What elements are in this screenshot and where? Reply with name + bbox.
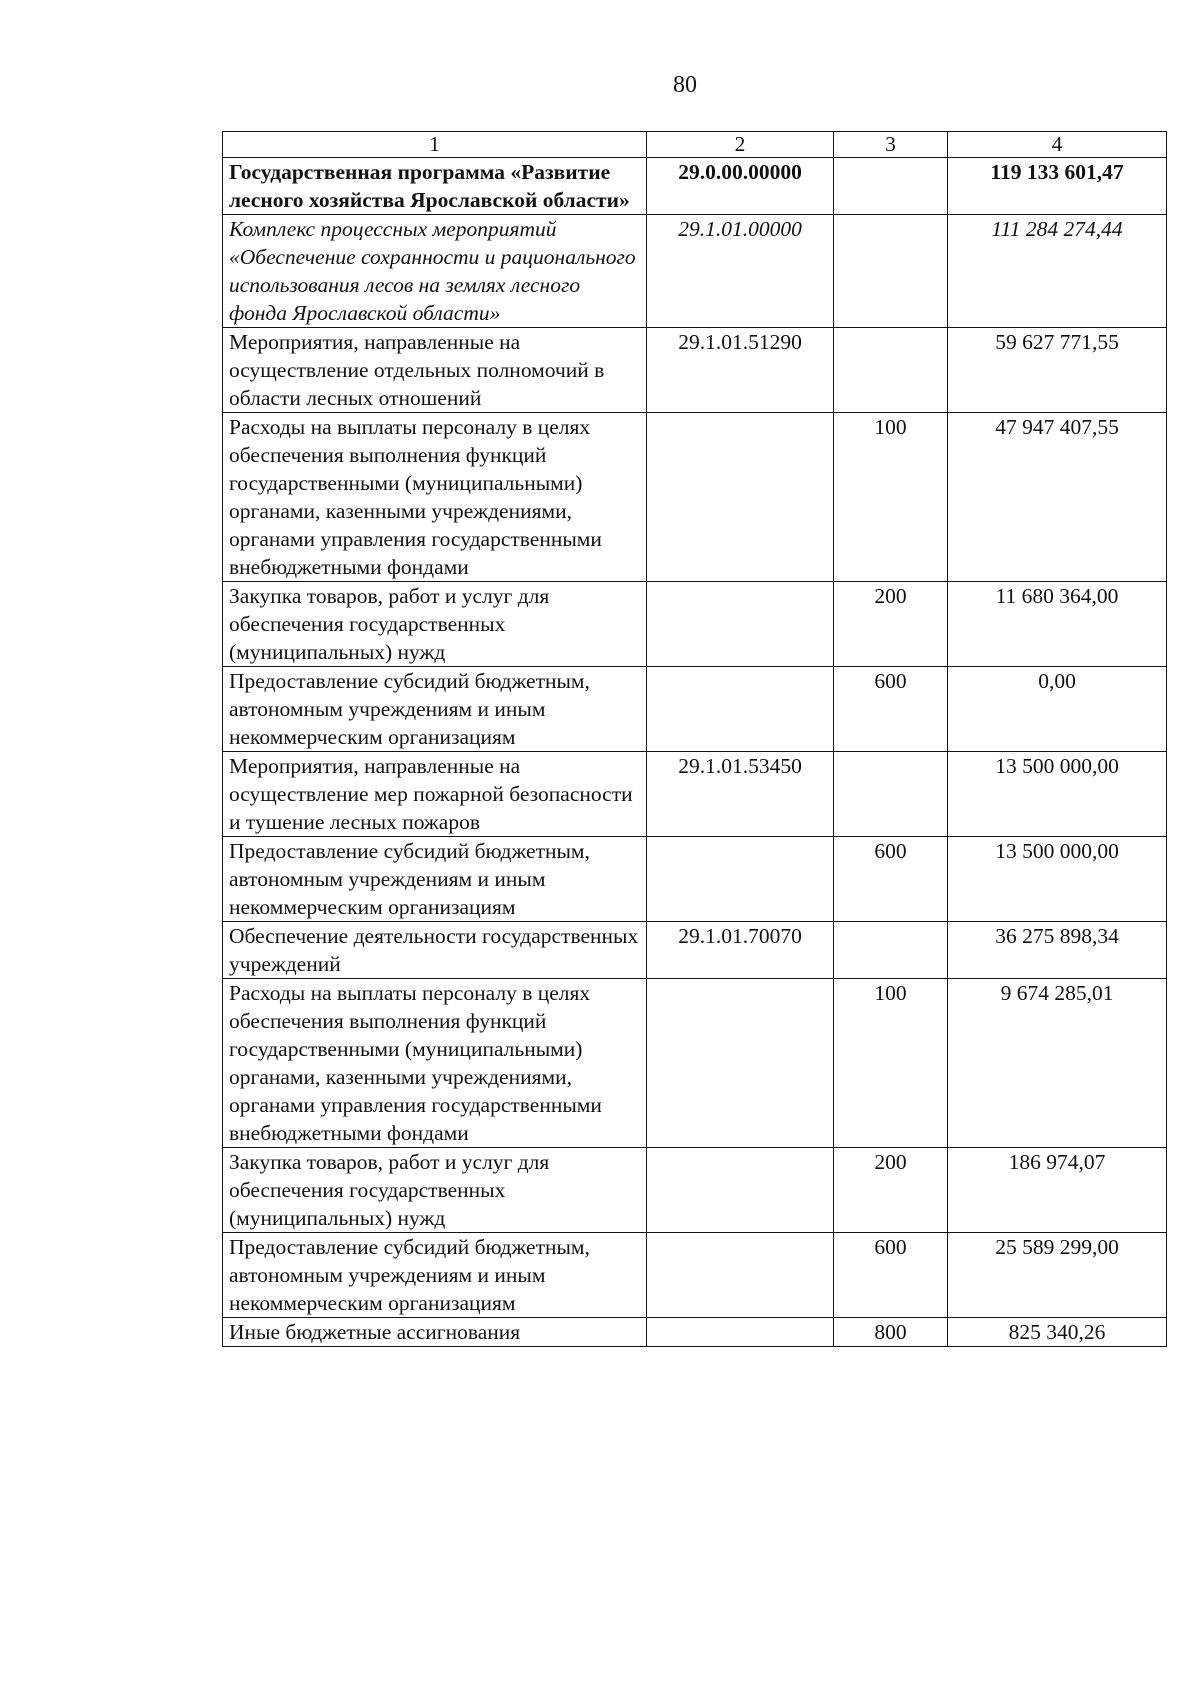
expense-kind-cell	[834, 328, 948, 413]
target-code-cell	[647, 413, 834, 582]
expense-name-cell: Закупка товаров, работ и услуг для обеспечения государственных (муниципальных) нужд	[223, 1148, 647, 1233]
amount-cell: 59 627 771,55	[948, 328, 1167, 413]
expense-name-cell: Комплекс процессных мероприятий «Обеспечение сохранности и рационального использования лесов на землях лесного фонда Ярославской области»	[223, 215, 647, 328]
expense-kind-cell: 100	[834, 413, 948, 582]
expense-name-cell: Закупка товаров, работ и услуг для обеспечения государственных (муниципальных) нужд	[223, 582, 647, 667]
expense-name-cell: Иные бюджетные ассигнования	[223, 1318, 647, 1347]
target-code-cell	[647, 837, 834, 922]
table-row	[223, 922, 1167, 979]
expense-kind-cell	[834, 922, 948, 979]
amount-cell: 13 500 000,00	[948, 752, 1167, 837]
amount-cell: 119 133 601,47	[948, 158, 1167, 215]
target-code-cell: 29.1.01.51290	[647, 328, 834, 413]
expense-name-cell: Предоставление субсидий бюджетным, автономным учреждениям и иным некоммерческим организациям	[223, 667, 647, 752]
table-row	[223, 215, 1167, 328]
expense-kind-cell: 600	[834, 1233, 948, 1318]
table-row	[223, 413, 1167, 582]
expense-name-cell: Предоставление субсидий бюджетным, автономным учреждениям и иным некоммерческим организациям	[223, 837, 647, 922]
target-code-cell	[647, 1233, 834, 1318]
table-row	[223, 582, 1167, 667]
column-header-1: 1	[223, 132, 647, 158]
column-header-3: 3	[834, 132, 948, 158]
amount-cell: 13 500 000,00	[948, 837, 1167, 922]
expense-kind-cell: 100	[834, 979, 948, 1148]
target-code-cell	[647, 667, 834, 752]
amount-cell: 825 340,26	[948, 1318, 1167, 1347]
expense-name-cell: Предоставление субсидий бюджетным, автономным учреждениям и иным некоммерческим организациям	[223, 1233, 647, 1318]
amount-cell: 11 680 364,00	[948, 582, 1167, 667]
amount-cell: 9 674 285,01	[948, 979, 1167, 1148]
expense-kind-cell: 800	[834, 1318, 948, 1347]
expense-name-cell: Расходы на выплаты персоналу в целях обеспечения выполнения функций государственными (муниципальными) органами, казенными учреждениями, органами управления государственными внебюджетными фондами	[223, 413, 647, 582]
target-code-cell: 29.1.01.70070	[647, 922, 834, 979]
budget-table	[222, 131, 1167, 1347]
target-code-cell	[647, 582, 834, 667]
expense-kind-cell: 600	[834, 837, 948, 922]
table-row	[223, 752, 1167, 837]
target-code-cell	[647, 1318, 834, 1347]
table-row	[223, 328, 1167, 413]
expense-kind-cell	[834, 158, 948, 215]
expense-name-cell: Мероприятия, направленные на осуществление мер пожарной безопасности и тушение лесных пожаров	[223, 752, 647, 837]
table-row	[223, 1233, 1167, 1318]
expense-name-cell: Расходы на выплаты персоналу в целях обеспечения выполнения функций государственными (муниципальными) органами, казенными учреждениями, органами управления государственными внебюджетными фондами	[223, 979, 647, 1148]
expense-name-cell: Государственная программа «Развитие лесного хозяйства Ярославской области»	[223, 158, 647, 215]
amount-cell: 186 974,07	[948, 1148, 1167, 1233]
expense-kind-cell: 200	[834, 1148, 948, 1233]
amount-cell: 111 284 274,44	[948, 215, 1167, 328]
amount-cell: 25 589 299,00	[948, 1233, 1167, 1318]
table-row	[223, 979, 1167, 1148]
table-row	[223, 158, 1167, 215]
page-number: 80	[673, 72, 697, 98]
table-row	[223, 667, 1167, 752]
amount-cell: 47 947 407,55	[948, 413, 1167, 582]
target-code-cell	[647, 979, 834, 1148]
expense-kind-cell	[834, 215, 948, 328]
expense-name-cell: Мероприятия, направленные на осуществление отдельных полномочий в области лесных отношений	[223, 328, 647, 413]
amount-cell: 36 275 898,34	[948, 922, 1167, 979]
amount-cell: 0,00	[948, 667, 1167, 752]
expense-name-cell: Обеспечение деятельности государственных учреждений	[223, 922, 647, 979]
target-code-cell: 29.1.01.00000	[647, 215, 834, 328]
table-row	[223, 1148, 1167, 1233]
expense-kind-cell: 200	[834, 582, 948, 667]
table-header-row	[223, 132, 1167, 158]
target-code-cell: 29.1.01.53450	[647, 752, 834, 837]
target-code-cell: 29.0.00.00000	[647, 158, 834, 215]
expense-kind-cell	[834, 752, 948, 837]
column-header-4: 4	[948, 132, 1167, 158]
target-code-cell	[647, 1148, 834, 1233]
expense-kind-cell: 600	[834, 667, 948, 752]
table-row	[223, 837, 1167, 922]
table-row	[223, 1318, 1167, 1347]
column-header-2: 2	[647, 132, 834, 158]
